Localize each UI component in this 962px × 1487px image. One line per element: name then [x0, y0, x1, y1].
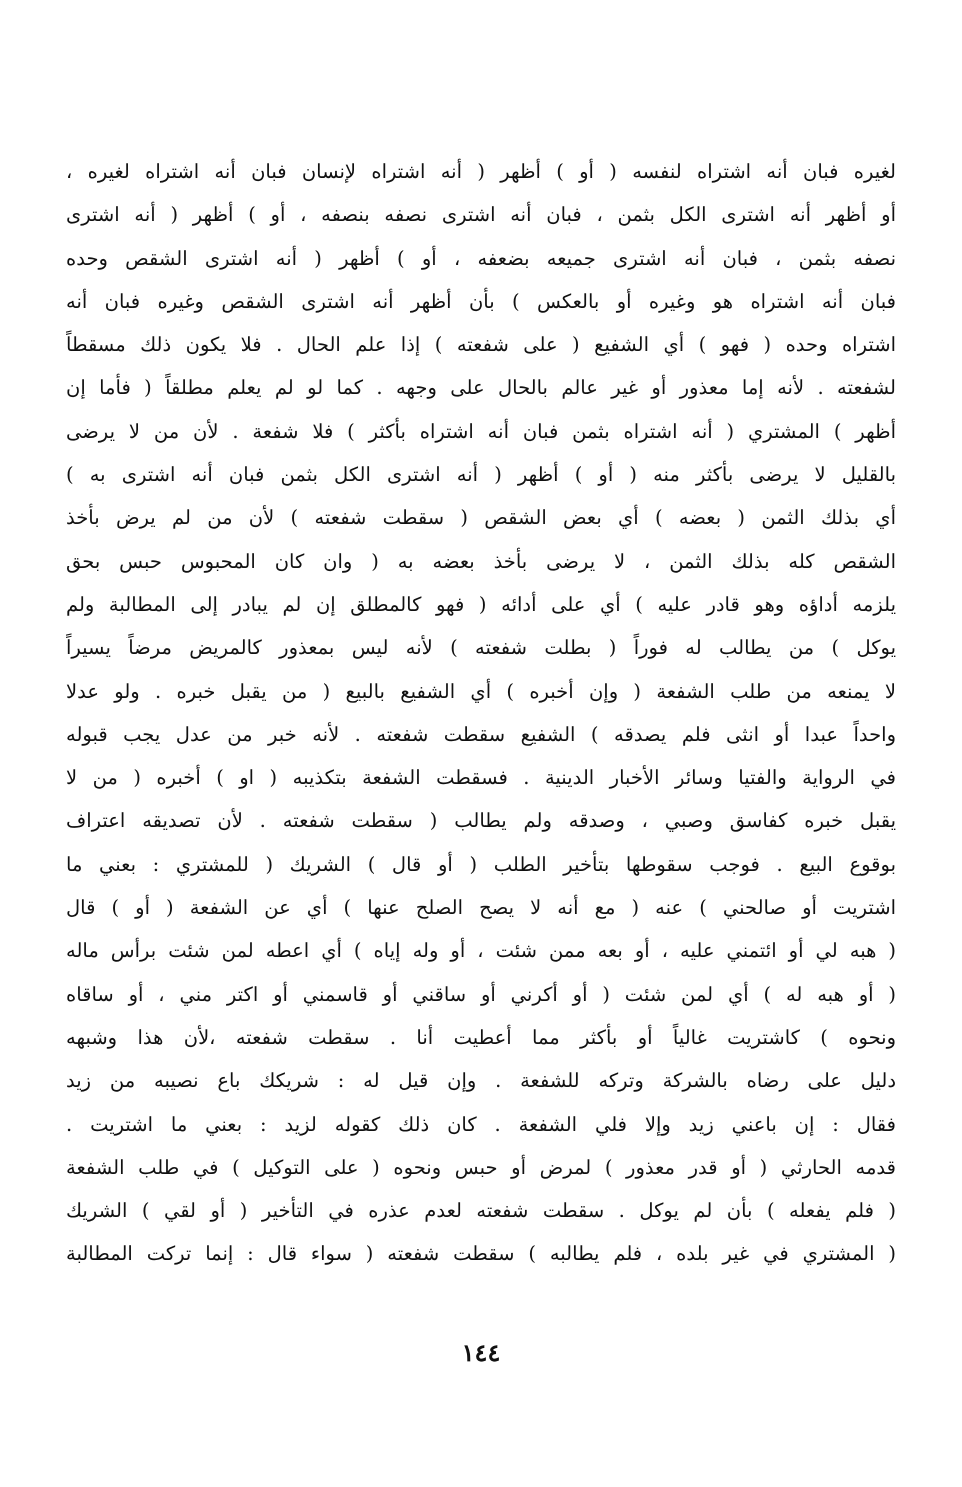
text-line: يلزمه أداؤه وهو قادر عليه ) أي على أدائه ( فهو كالمطلق إن لم يبادر إلى المطالبة ولم — [66, 592, 896, 616]
text-line: ونحوه ) كاشتريت غالياً أو بأكثر مما أعطيت أنا . سقطت شفعته ،لأن هذا وشبهه — [66, 1025, 896, 1049]
text-line: دليل على رضاه بالشركة وتركه للشفعة . وإن قيل له : شريكك باع نصيبه من زيد — [66, 1069, 896, 1093]
text-line: يقبل خبره كفاسق وصبي ، وصدقه ولم يطالب ( سقطت شفعته . لأن تصديقه اعتراف — [66, 809, 896, 833]
text-line: ( أو هبه له ) أي لمن شئت ( أو أكرني أو ساقني أو قاسمني أو اكتر مني ، أو ساقاه — [66, 982, 896, 1006]
body-text — [66, 150, 896, 1276]
page-number: ١٤٤ — [461, 1338, 501, 1367]
text-line: بالقليل لا يرضى بأكثر منه ( أو ) أظهر ( أنه اشترى الكل بثمن فبان أنه اشترى به ) — [66, 463, 896, 487]
text-line: فقال : إن باعني زيد وإلا فلي الشفعة . كان ذلك كقوله لزيد : بعني ما اشتريت . — [66, 1112, 896, 1136]
text-line: قدمه الحارثي ( أو قدر معذور ) لمرض أو حبس ونحوه ( على التوكيل ) في طلب الشفعة — [66, 1155, 896, 1179]
text-line: الشقص كله بذلك الثمن ، لا يرضى بأخذ بعضه به ( وان كان المحبوس حبس بحق — [66, 549, 896, 573]
text-line: نصفه بثمن ، فبان أنه اشترى جميعه بضعفه ، أو ) أظهر ( أنه اشترى الشقص وحده — [66, 246, 896, 270]
text-line: أظهر ) المشتري ( أنه اشتراه بثمن فبان أنه اشتراه بأكثر ) فلا شفعة . لأن من لا يرضى — [66, 419, 896, 443]
text-line: لشفعته . لأنه إما معذور أو غير عالم بالحال على وجهه . كما لو لم يعلم مطلقاً ( فأما إن — [66, 376, 896, 400]
text-line: بوقوع البيع . فوجب سقوطها بتأخير الطلب ( أو قال ) الشريك ( للمشتري : بعني ما — [66, 852, 896, 876]
text-line: اشتراه وحده ( فهو ) أي الشفيع ( على شفعته ) إذا علم الحال . فلا يكون ذلك مسقطاً — [66, 333, 896, 357]
text-line: ( هبه لي أو ائتمني عليه ، أو بعه ممن شئت ، أو وله إياه ) أي اعطه لمن شئت برأس ماله — [66, 939, 896, 963]
text-line: في الرواية والفتيا وسائر الأخبار الدينية . فسقطت الشفعة بتكذيبه ( او ) أخبره ( من لا — [66, 766, 896, 790]
text-line: لا يمنعه من طلب الشفعة ( وإن أخبره ) أي الشفيع بالبيع ( من يقبل خبره . ولو عدلا — [66, 679, 896, 703]
text-line: واحداً عبدا أو انثى فلم يصدقه ) الشفيع سقطت شفعته . لأنه خبر من عدل يجب قبوله — [66, 722, 896, 746]
text-line: أي بذلك الثمن ( بعضه ) أي بعض الشقص ( سقطت شفعته ) لأن من لم يرض بأخذ — [66, 506, 896, 530]
text-line: فبان أنه اشتراه هو وغيره أو بالعكس ) بأن أظهر أنه اشترى الشقص وغيره فبان أنه — [66, 289, 896, 313]
text-line: اشتريت أو صالحني ) عنه ( مع أنه لا يصح الصلح عنها ) أي عن الشفعة ( أو ) قال — [66, 896, 896, 920]
text-line: أو أظهر أنه اشترى الكل بثمن ، فبان أنه اشترى نصفه بنصفه ، أو ) أظهر ( أنه اشترى — [66, 203, 896, 227]
text-line: يوكل ) من يطالب له فوراً ( بطلت شفعته ) لأنه ليس بمعذور كالمريض مرضاً يسيراً — [66, 636, 896, 660]
text-line: ( المشتري في غير بلده ، فلم يطالبه ) سقطت شفعته ( سواء قال : إنما تركت المطالبة — [66, 1242, 896, 1266]
text-line: لغيره فبان أنه اشتراه لنفسه ( أو ) أظهر ( أنه اشتراه لإنسان فبان أنه اشتراه لغيره ، — [66, 160, 896, 183]
text-line: ( فلم يفعله ) بأن لم يوكل . سقطت شفعته لعدم عذره في التأخير ( أو لقي ) الشريك — [66, 1199, 896, 1223]
